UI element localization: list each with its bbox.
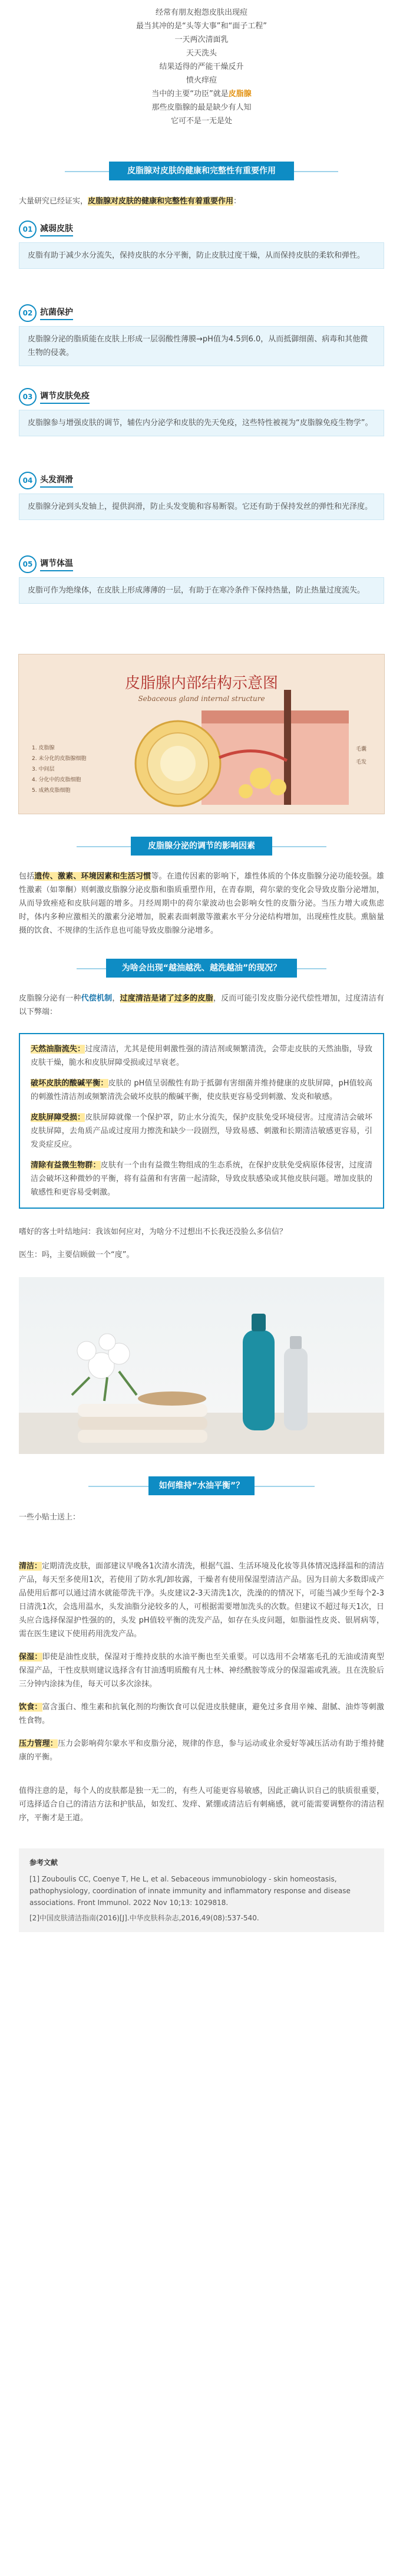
diagram-label: 5. 成熟皮脂细胞 (32, 788, 71, 794)
benefit-section (0, 387, 403, 471)
bath-products-photo (19, 1277, 384, 1454)
section-number: 03 (19, 388, 37, 406)
diagram-label: 2. 未分化的皮脂腺细胞 (32, 756, 87, 762)
section-text: 皮脂腺分泌的脂质能在皮肤上形成一层弱酸性薄膜→pH值为4.5到6.0，从而抵御细菌、病毒和其他微生物的侵袭。 (19, 326, 384, 366)
benefit-section (0, 471, 403, 555)
intro-line: 愤火痒痘 (186, 76, 217, 85)
section-banner: 如何维持“水油平衡”？ (148, 1476, 255, 1495)
factor-item: 清除有益微生物群：皮肤有一个由有益微生物组成的生态系统，在保护皮肤免受病原体侵害，过度清洁会破坏这种微妙的平衡，将有益菌和有害菌一起清除，导致皮肤感染或其他皮肤问题。增加皮肤的敏感性和更容易受刺激。 (31, 1161, 372, 1197)
tip-item: 压力管理：压力会影响荷尔蒙水平和皮脂分泌，规律的作息，参与运动或业余爱好等减压活动有助于维持健康的平衡。 (19, 1739, 384, 1762)
section-title: 调节皮肤免疫 (40, 390, 90, 404)
diagram-label: 4. 分化中的皮脂细胞 (32, 777, 81, 783)
photo-illustration (19, 1277, 384, 1454)
section-number: 01 (19, 221, 37, 238)
intro-line: 它可不是一无是处 (170, 117, 232, 126)
intro-line: 当中的主要“功臣”就是皮脂腺 (151, 90, 252, 98)
tip-item: 清洁：定期清洗皮肤，面部建议早晚各1次清水清洗，根据气温、生活环境及化妆等具体情况选择温和的清洁产品，每天至多使用1次，若使用了防水乳/卸妆露，干燥者有使用保湿型清洁产品。因为目前大多数即成产品使用后都可以通过清水就能带洗干净。头皮建议2-3天清洗1次，洗澡的的情况下，可能当减少至每个2-3日清洗1次，会选用温水，头发油脂分泌较多的人，可根据需要增加洗头的次数。但建议不超过每天1次，日头应合选择保湿护性强的的，头发 pH值较平衡的洗发产品，如存在头皮问题，如脂溢性皮炎、银屑病等，需在医生建议下使用药用洗发产品。 (19, 1562, 384, 1639)
diagram-labels-right (356, 743, 366, 769)
section-banner: 皮脂腺分泌的调节的影响因素 (131, 837, 272, 856)
diagram-title: 皮脂腺内部结构示意图 (124, 675, 278, 692)
tip-item: 饮食：富含蛋白、维生素和抗氧化剂的均衡饮食可以促进皮肤健康，避免过多食用辛辣、甜腻、油炸等刺激性食物。 (19, 1703, 384, 1725)
diagram-label: 3. 中间层 (32, 766, 55, 772)
intro-block (0, 0, 403, 140)
answer-text: 医生：吗，主要信顾做一个“度”。 (19, 1251, 134, 1259)
diagram-subtitle: Sebaceous gland internal structure (138, 695, 265, 703)
tips-list (0, 1560, 403, 1764)
section-title: 抗菌保护 (40, 306, 73, 320)
section-number: 04 (19, 472, 37, 489)
intro-line: 经常有朋友抱怨皮肤出现痘 (155, 8, 247, 17)
overcleansing-box (19, 1033, 384, 1209)
benefit-section (0, 555, 403, 639)
intro-line: 那些皮脂腺的最是缺少有人知 (151, 103, 252, 112)
tip-item: 保湿：即使是油性皮肤，保湿对于维持皮肤的水油平衡也至关重要。可以选用不会堵塞毛孔的无油或清爽型保湿产品，干性皮肤则建议选择含有甘油透明质酸有凡士林、神经酰胺等成分的保湿霜或乳液。且在洗脸后三分钟内涂抹为佳，每天可以多次涂抹。 (19, 1653, 384, 1689)
section-banner: 皮脂腺对皮肤的健康和完整性有重要作用 (109, 162, 294, 180)
benefit-section (0, 304, 403, 387)
section-number: 02 (19, 304, 37, 322)
intro-highlight: 皮脂腺 (228, 90, 252, 98)
factors-paragraph: 包括遗传、激素、环境因素和生活习惯等。在遗传因素的影响下，雄性体质的个体皮脂腺分泌功能较强。雄性激素（如睾酮）则刺激皮脂腺分泌皮脂和脂质重塑作用，在青春期，荷尔蒙的变化会导致皮脂分泌增加，从而导致痤疮和皮肤问题的增多。月经周期中的荷尔蒙波动也会影响女性的皮脂分泌。当压力增大或焦虑时，体内多种应激相关的激素分泌增加，脱素表面刺激等激素水平分分泌结构增加，出现痤性皮肤。熏脑量摄的饮食、不规律的生活作息也可能导致皮脂腺分泌增多。 (19, 872, 384, 935)
sebaceous-gland-diagram (18, 654, 385, 814)
diagram-label: 毛囊 (356, 746, 367, 752)
closing-paragraph: 值得注意的是，每个人的皮肤都是独一无二的，有些人可能更容易敏感，因此正确认识自己的肤质很重要，可选择适合自己的清洁方法和护肤品，如发红、发痒、紧绷或清洁后有刺痛感，就可能需要调整你的清洁程序，平衡才是王道。 (19, 1787, 384, 1822)
reference-item: [2]中国皮肤清洁指南(2016)[J].中华皮肤科杂志,2016,49(08):537-540. (29, 1914, 259, 1922)
oil-paragraph: 皮脂腺分泌有一种代偿机制，过度清洁是诸了过多的皮脂，反而可能引发皮脂分泌代偿性增加，过度清洁有以下弊端： (19, 994, 384, 1016)
banner-row (0, 833, 403, 859)
banner-row (0, 158, 403, 184)
benefit-sections (0, 220, 403, 639)
question-text: 嗜好的客士叶结地问：我该如何应对，为啥分不过想出不长我还没脸么多信信？ (19, 1228, 288, 1236)
factor-item: 天然油脂流失：过度清洁，尤其是使用刺激性强的清洁剂或频繁清洗，会带走皮肤的天然油脂，导致皮肤干燥，脆水和皮肤屏障受损或过早衰老。 (31, 1045, 372, 1067)
banner-row (0, 955, 403, 981)
section-title: 减弱皮肤 (40, 222, 73, 236)
references-heading: 参考文献 (29, 1858, 58, 1867)
intro-line: 天天洗头 (186, 49, 217, 58)
banner-row (0, 1473, 403, 1499)
factor-item: 皮肤屏障受损：皮肤屏障就像一个保护罩，防止水分流失，保护皮肤免受环境侵害。过度清洁会破坏皮肤屏障，去角质产品或过度用力擦洗和缺少一段剧烈，导致易感、刺激和长期清洁敏感更容易，引发炎症反应。 (31, 1113, 372, 1149)
references-box (19, 1848, 384, 1932)
section-text: 皮脂可作为绝缘体，在皮肤上形成薄薄的一层，有助于在寒冷条件下保持热量，防止热量过度流失。 (19, 577, 384, 604)
section-text: 皮脂腺参与增强皮肤的调节，辅佐内分泌学和皮肤的先天免疫，这些特性被视为“皮脂腺免疫生物学”。 (19, 410, 384, 436)
intro-line: 一天两次清面乳 (174, 35, 229, 44)
intro-line: 最当其冲的是“头等大事”和“面子工程” (136, 22, 267, 31)
diagram-labels-left (32, 743, 86, 796)
section-text: 皮脂腺分泌到头发轴上，提供润滑，防止头发变脆和容易断裂。它还有助于保持发丝的弹性和光泽度。 (19, 494, 384, 520)
diagram-label: 毛发 (356, 759, 367, 765)
section-banner: 为啥会出现“越油越洗、越洗越油”的现况？ (106, 959, 297, 978)
section-number: 05 (19, 555, 37, 573)
section-text: 皮脂有助于减少水分流失，保持皮肤的水分平衡，防止皮肤过度干燥，从而保持皮肤的柔软和弹性。 (19, 242, 384, 269)
diagram-label: 1. 皮脂腺 (32, 745, 55, 751)
lead-paragraph: 大量研究已经证实，皮脂腺对皮肤的健康和完整性有着重要作用： (19, 197, 242, 206)
tips-intro: 一些小贴士送上： (19, 1513, 81, 1522)
factor-item: 破坏皮肤的酸碱平衡：皮肤的 pH值呈弱酸性有助于抵御有害细菌并维持健康的皮肤屏障，pH值较高的刺激性清洁剂或频繁清洗会破坏皮肤的酸碱平衡，使皮肤更容易受到刺激、发炎和敏感。 (31, 1079, 372, 1101)
section-title: 头发润滑 (40, 473, 73, 488)
intro-line: 结果适得的严能干燥反升 (159, 62, 244, 71)
section-title: 调节体温 (40, 557, 73, 571)
benefit-section (0, 220, 403, 304)
reference-item: [1] Zouboulis CC, Coenye T, He L, et al. Sebaceous immunobiology - skin homeostasis, pathophysiology, coordination of innate immunity and inflammatory response and disease associations. Front Immunol. 2022 Nov 10;13: 1029818. (29, 1875, 351, 1907)
